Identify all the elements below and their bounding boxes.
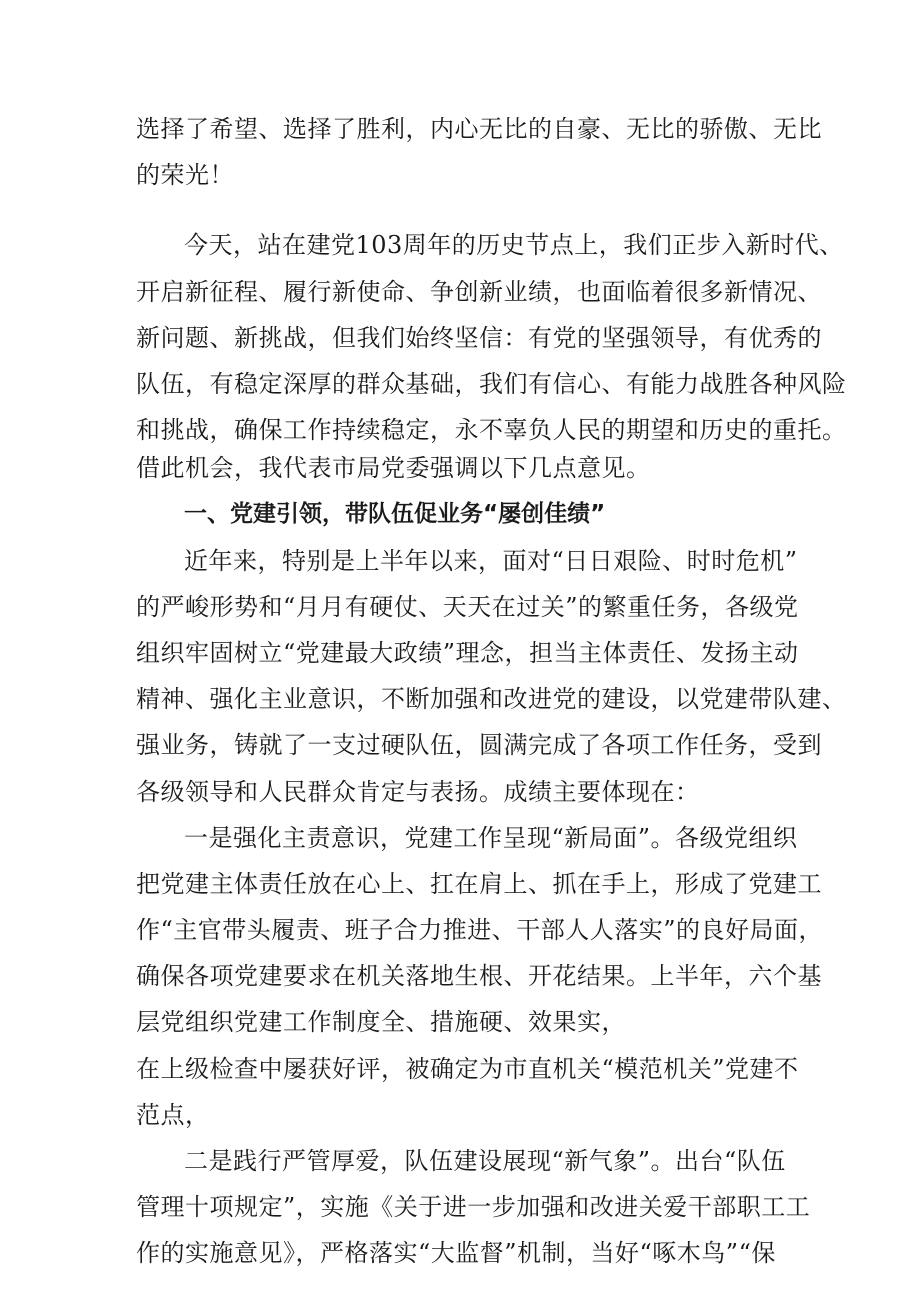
text-line: 层党组织党建工作制度全、措施硬、效果实，	[136, 1008, 626, 1036]
text-line: 强业务，铸就了一支过硬队伍，圆满完成了各项工作任务，受到	[136, 731, 822, 759]
paragraph-start-line: 近年来，特别是上半年以来，面对“日日艰险、时时危机”	[184, 547, 798, 575]
text-line: 的严峻形势和“月月有硬仗、天天在过关”的繁重任务，各级党	[136, 593, 799, 621]
text-line: 开启新征程、履行新使命、争创新业绩，也面临着很多新情况、	[136, 278, 822, 306]
text-line: 把党建主体责任放在心上、扛在肩上、抓在手上，形成了党建工	[136, 870, 822, 898]
text-line: 各级领导和人民群众肯定与表扬。成绩主要体现在：	[136, 778, 700, 806]
text-line: 的荣光！	[136, 161, 234, 189]
text-line: 确保各项党建要求在机关落地生根、开花结果。上半年，六个基	[136, 962, 822, 990]
text-line: 作“主官带头履责、班子合力推进、干部人人落实”的良好局面，	[136, 916, 824, 944]
text-line: 作的实施意见》，严格落实“大监督”机制，当好“啄木鸟”“保	[136, 1239, 776, 1267]
text-line: 队伍，有稳定深厚的群众基础，我们有信心、有能力战胜各种风险	[136, 370, 847, 398]
section-heading: 一、党建引领，带队伍促业务“屡创佳绩”	[184, 501, 606, 527]
text-line: 组织牢固树立“党建最大政绩”理念，担当主体责任、发扬主动	[136, 639, 799, 667]
paragraph-start-line: 二是践行严管厚爱，队伍建设展现“新气象”。出台“队伍	[184, 1147, 786, 1175]
text-line: 和挑战，确保工作持续稳定，永不辜负人民的期望和历史的重托。	[136, 416, 847, 444]
text-line: 新问题、新挑战，但我们始终坚信：有党的坚强领导，有优秀的	[136, 324, 822, 352]
text-line: 精神、强化主业意识，不断加强和改进党的建设，以党建带队建、	[136, 685, 847, 713]
paragraph-start-line: 一是强化主责意识，党建工作呈现“新局面”。各级党组织	[184, 824, 798, 852]
text-line: 借此机会，我代表市局党委强调以下几点意见。	[136, 454, 651, 482]
text-line: 管理十项规定”，实施《关于进一步加强和改进关爱干部职工工	[136, 1193, 811, 1221]
text-line: 选择了希望、选择了胜利，内心无比的自豪、无比的骄傲、无比	[136, 115, 822, 143]
paragraph-start-line: 今天，站在建党103周年的历史节点上，我们正步入新时代、	[184, 231, 844, 259]
text-line: 在上级检查中屡获好评，被确定为市直机关“模范机关”党建不	[136, 1055, 799, 1083]
text-line: 范点，	[136, 1101, 210, 1129]
